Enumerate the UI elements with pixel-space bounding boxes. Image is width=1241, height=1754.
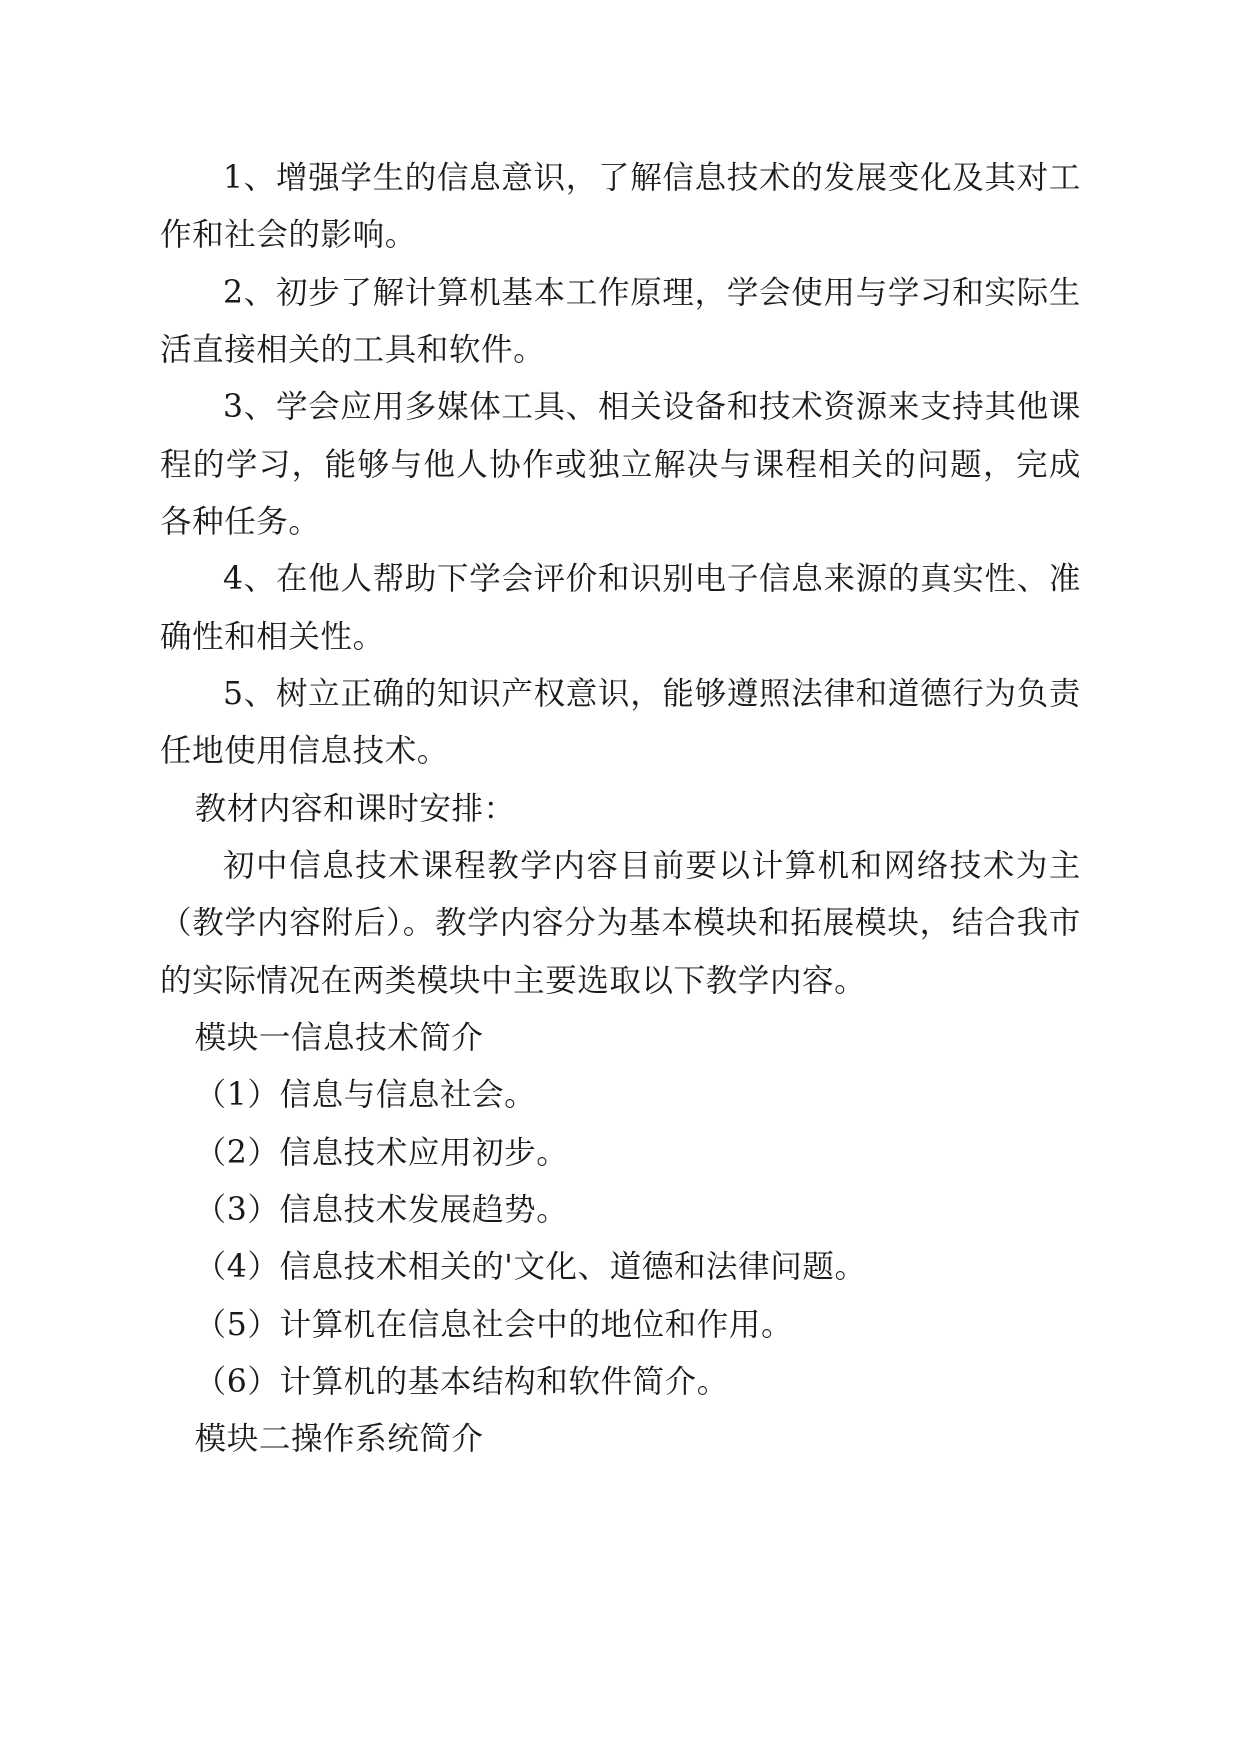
list-item-module-one-6: （6）计算机的基本结构和软件简介。 [194, 1363, 729, 1400]
paragraph-goal-4: 4、在他人帮助下学会评价和识别电子信息来源的真实性、准确性和相关性。 [160, 561, 1081, 655]
paragraph-goal-1: 1、增强学生的信息意识，了解信息技术的发展变化及其对工作和社会的影响。 [160, 160, 1081, 254]
paragraph-goal-2: 2、初步了解计算机基本工作原理，学会使用与学习和实际生活直接相关的工具和软件。 [160, 274, 1081, 368]
list-item-module-one-5: （5）计算机在信息社会中的地位和作用。 [194, 1306, 794, 1343]
list-item-module-one-2: （2）信息技术应用初步。 [194, 1134, 569, 1171]
heading-content-and-hours: 教材内容和课时安排： [194, 790, 516, 827]
list-item-module-one-1: （1）信息与信息社会。 [194, 1077, 537, 1114]
list-item-module-one-3: （3）信息技术发展趋势。 [194, 1191, 569, 1228]
document-body [160, 150, 1081, 1469]
paragraph-goal-5: 5、树立正确的知识产权意识，能够遵照法律和道德行为负责任地使用信息技术。 [160, 675, 1081, 770]
list-item-module-one-4: （4）信息技术相关的'文化、道德和法律问题。 [194, 1249, 867, 1286]
heading-module-two: 模块二操作系统简介 [194, 1421, 484, 1458]
paragraph-content-overview: 初中信息技术课程教学内容目前要以计算机和网络技术为主（教学内容附后）。教学内容分为基本模块和拓展模块，结合我市的实际情况在两类模块中主要选取以下教学内容。 [160, 847, 1081, 999]
heading-module-one: 模块一信息技术简介 [194, 1019, 484, 1056]
paragraph-goal-3: 3、学会应用多媒体工具、相关设备和技术资源来支持其他课程的学习，能够与他人协作或独立解决与课程相关的问题，完成各种任务。 [160, 389, 1081, 540]
